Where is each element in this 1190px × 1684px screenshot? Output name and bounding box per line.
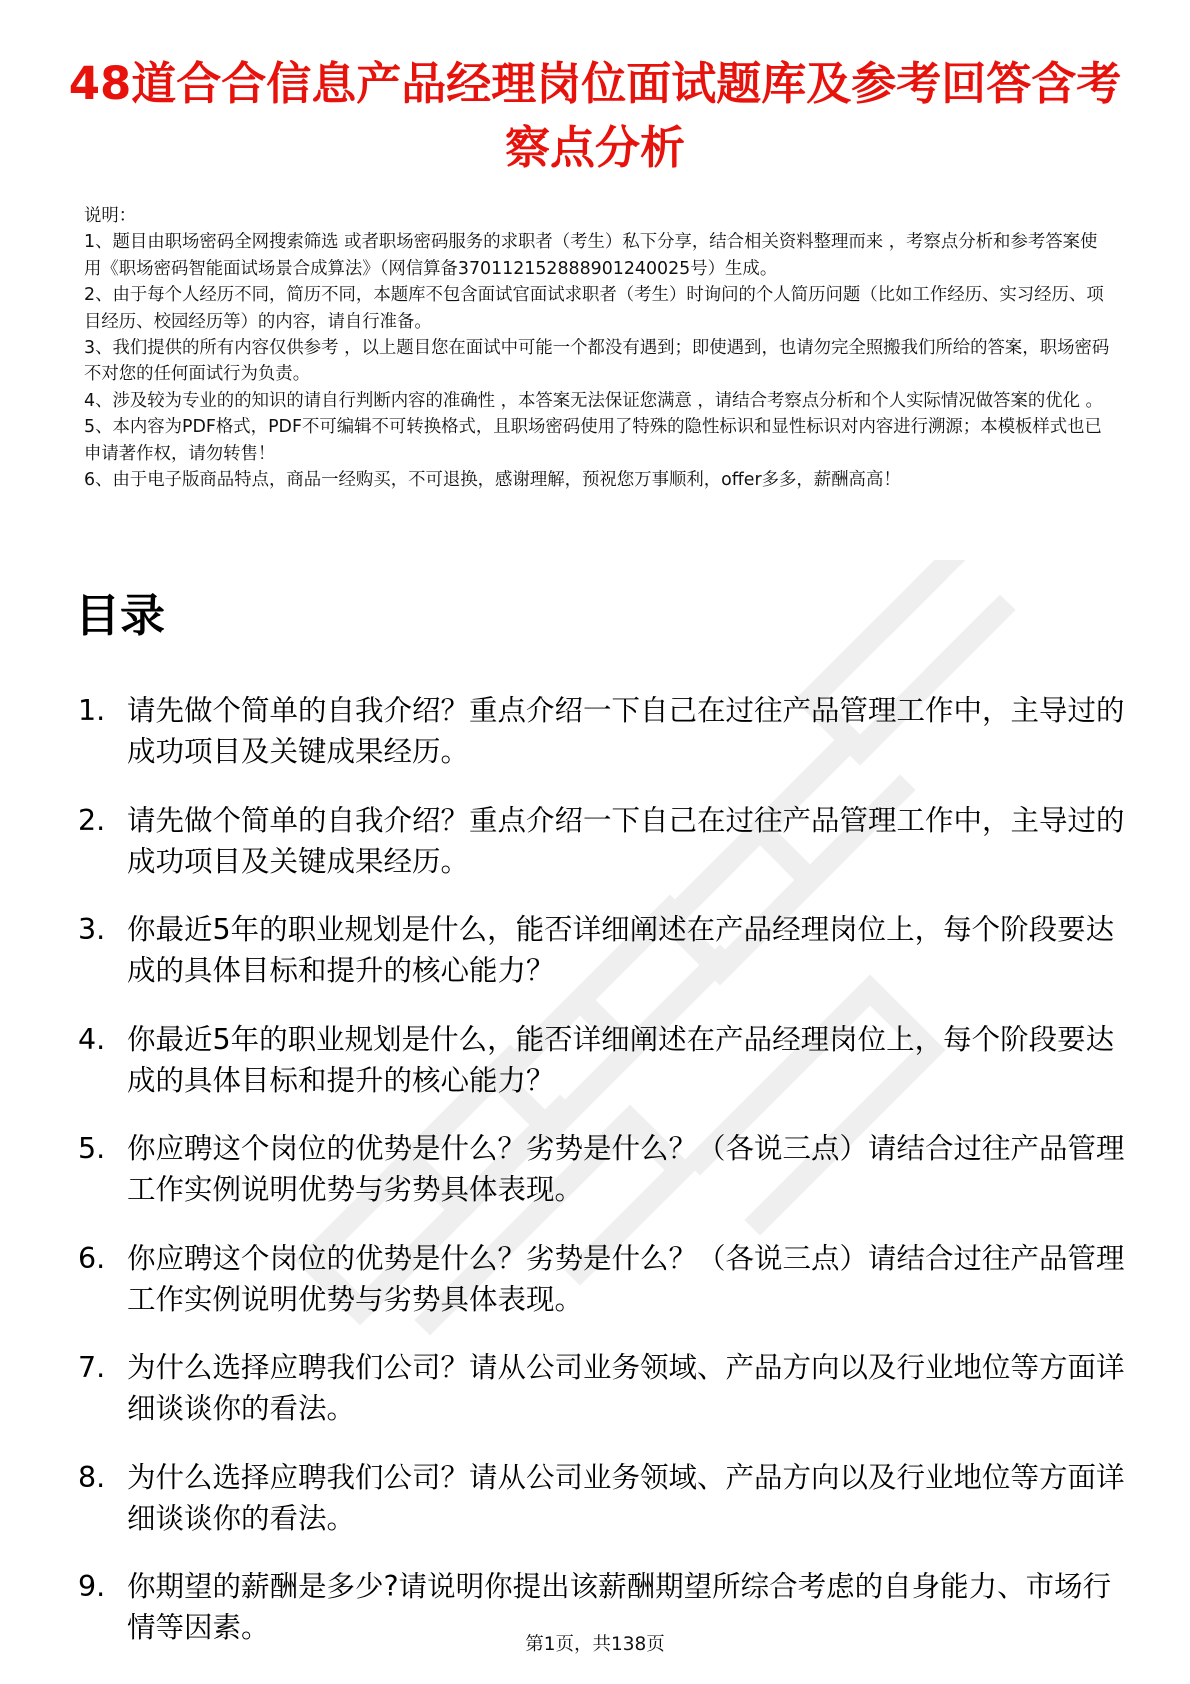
toc-item-number: 9.: [78, 1570, 106, 1603]
toc-item-text: 你应聘这个岗位的优势是什么？劣势是什么？（各说三点）请结合过往产品管理工作实例说明优势与劣势具体表现。: [127, 1132, 1125, 1206]
toc-item[interactable]: [70, 909, 1130, 991]
toc-item-text: 你最近5年的职业规划是什么，能否详细阐述在产品经理岗位上，每个阶段要达成的具体目标和提升的核心能力？: [127, 1022, 1115, 1097]
toc-item[interactable]: [70, 690, 1130, 772]
toc-list: [70, 690, 1130, 1676]
toc-item-text: 请先做个简单的自我介绍？重点介绍一下自己在过往产品管理工作中，主导过的成功项目及关键成果经历。: [127, 694, 1125, 768]
toc-item-text: 请先做个简单的自我介绍？重点介绍一下自己在过往产品管理工作中，主导过的成功项目及关键成果经历。: [127, 803, 1125, 878]
toc-item-text: 为什么选择应聘我们公司？请从公司业务领域、产品方向以及行业地位等方面详细谈谈你的看法。: [127, 1351, 1125, 1425]
notes-item: 4、涉及较为专业的的知识的请自行判断内容的准确性 ，本答案无法保证您满意 ，请结合考察点分析和个人实际情况做答案的优化 。: [84, 390, 1103, 411]
toc-item-number: 4.: [78, 1022, 106, 1056]
toc-item[interactable]: [70, 1019, 1130, 1101]
toc-item-number: 2.: [78, 803, 106, 837]
notes-item: 2、由于每个人经历不同，简历不同，本题库不包含面试官面试求职者（考生）时询问的个人简历问题（比如工作经历、实习经历、项目经历、校园经历等）的内容，请自行准备。: [84, 285, 1104, 332]
notes-item: 5、本内容为PDF格式，PDF不可编辑不可转换格式，且职场密码使用了特殊的隐性标识和显性标识对内容进行溯源；本模板样式也已申请著作权，请勿转售！: [84, 417, 1102, 464]
notes-section: [84, 203, 1114, 493]
toc-item-number: 8.: [78, 1460, 106, 1494]
notes-item: 1、题目由职场密码全网搜索筛选 或者职场密码服务的求职者（考生）私下分享，结合相关资料整理而来 ，考察点分析和参考答案使用《职场密码智能面试场景合成算法》（网信算备370112152888901240025号）生成。: [84, 232, 1098, 279]
toc-item[interactable]: [70, 1128, 1130, 1210]
toc-item-number: 3.: [78, 913, 106, 946]
toc-item-number: 6.: [78, 1241, 106, 1275]
toc-heading: 目录: [75, 589, 166, 642]
toc-item[interactable]: [70, 800, 1130, 882]
notes-item: 6、由于电子版商品特点，商品一经购买，不可退换，感谢理解，预祝您万事顺利，offer多多，薪酬高高！: [84, 470, 901, 491]
toc-item-text: 为什么选择应聘我们公司？请从公司业务领域、产品方向以及行业地位等方面详细谈谈你的看法。: [127, 1460, 1125, 1535]
notes-heading: 说明：: [84, 206, 137, 226]
toc-item[interactable]: [70, 1347, 1130, 1429]
toc-item[interactable]: [70, 1238, 1130, 1320]
toc-item-text: 你最近5年的职业规划是什么，能否详细阐述在产品经理岗位上，每个阶段要达成的具体目标和提升的核心能力？: [127, 913, 1115, 987]
page-footer: 第1页，共138页: [525, 1634, 665, 1655]
toc-item-number: 5.: [78, 1132, 106, 1165]
page-title: 48道合合信息产品经理岗位面试题库及参考回答含考察点分析: [68, 57, 1122, 174]
toc-item-number: 1.: [78, 694, 106, 727]
toc-item-number: 7.: [78, 1351, 106, 1384]
notes-item: 3、我们提供的所有内容仅供参考 ，以上题目您在面试中可能一个都没有遇到；即使遇到，也请勿完全照搬我们所给的答案，职场密码不对您的任何面试行为负责。: [84, 338, 1110, 385]
toc-item-text: 你期望的薪酬是多少?请说明你提出该薪酬期望所综合考虑的自身能力、市场行情等因素。: [127, 1570, 1112, 1644]
toc-item-text: 你应聘这个岗位的优势是什么？劣势是什么？（各说三点）请结合过往产品管理工作实例说明优势与劣势具体表现。: [127, 1241, 1125, 1316]
toc-item[interactable]: [70, 1457, 1130, 1539]
